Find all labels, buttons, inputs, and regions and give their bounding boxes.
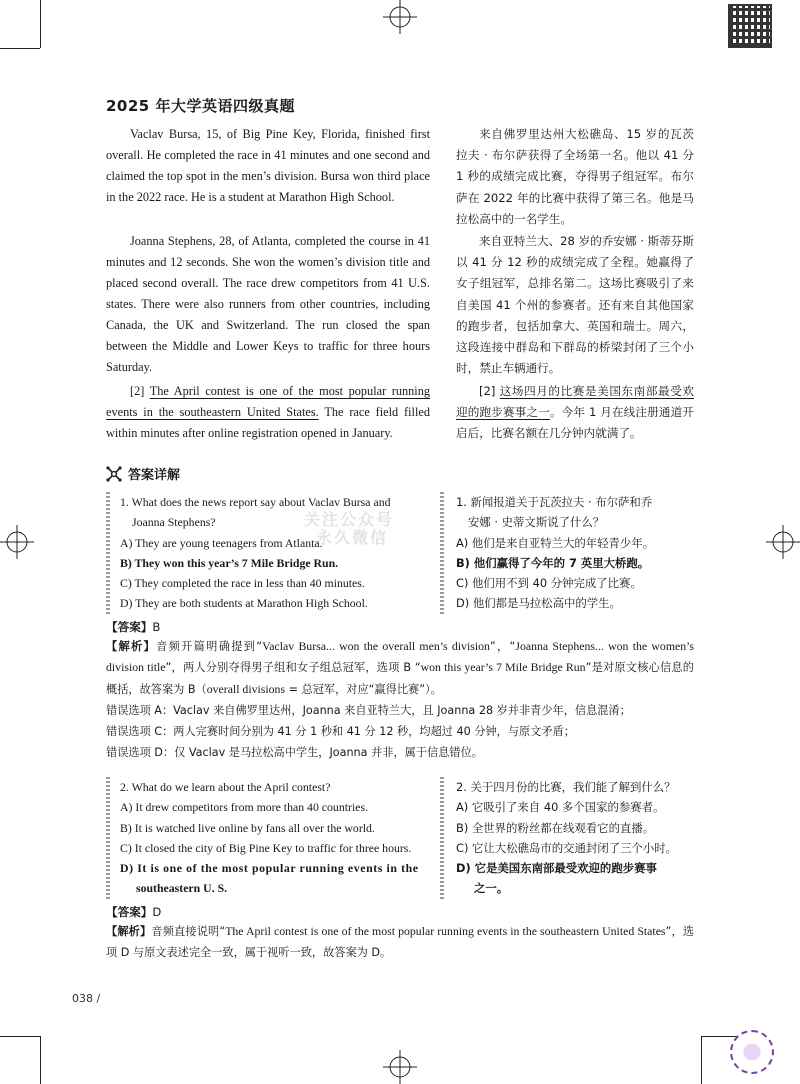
analysis-quote: overall divisions: [206, 681, 286, 696]
section-title: [106, 464, 180, 483]
registration-mark-icon: [766, 525, 800, 559]
passage-cn-paragraph-2: 来自亚特兰大、28 岁的乔安娜 · 斯蒂芬斯以 41 分 12 秒的成绩完成了全程。她赢得了女子组冠军，总排名第二。这场比赛吸引了来自美国 41 个州的参赛者。还有来自其他国家的跑步者，包括加拿大、英国和瑞士。周六，这段连接中群岛和下群岛的桥梁封闭了三个小时，禁止车辆通行。: [456, 234, 694, 376]
passage-cn-paragraph-1: 来自佛罗里达州大松礁岛、15 岁的瓦茨拉夫 · 布尔萨获得了全场第一名。他以 41 分 1 秒的成绩完成比赛，夺得男子组冠军。布尔萨在 2022 年的比赛中获得了第三名。他是马拉松高中的一名学生。: [456, 127, 694, 226]
q1-wrong-option-d: 错误选项 D：仅 Vaclav 是马拉松高中学生，Joanna 并非，属于信息错位。: [106, 746, 483, 760]
q1-wrong-option-a: 错误选项 A：Vaclav 来自佛罗里达州，Joanna 来自亚特兰大，且 Joanna 28 岁并非青少年，信息混淆；: [106, 703, 631, 717]
question-divider: [106, 492, 110, 614]
analysis-text: 音频开篇明确提到“: [156, 640, 263, 653]
q1-stem-line-1: 1. What does the news report say about Vaclav Bursa and: [120, 495, 391, 509]
q2-option-c: C) It closed the city of Big Pine Key to traffic for three hours.: [120, 841, 412, 855]
analysis-quote: Vaclav Bursa... won the overall men’s division: [262, 639, 490, 653]
passage-en-paragraph-3-rest: The race field filled within minutes after online registration opened in January.: [106, 405, 430, 440]
passage-en-key-sentence: The April contest is one of the most popular running events in the southeastern United States.: [106, 384, 430, 419]
passage-cn-question-marker: [2]: [479, 384, 496, 398]
q2-cn-option-b: B) 全世界的粉丝都在线观看它的直播。: [456, 821, 655, 835]
passage-en-paragraph-1: Vaclav Bursa, 15, of Big Pine Key, Florida, finished first overall. He completed the race in 41 minutes and one second and claimed the top spot in the men’s division. Bursa won third place in the 2022 race. He is a student at Marathon High School.: [106, 127, 430, 204]
question-divider: [106, 777, 110, 899]
analysis-text: ”是对原文核心信息的概括，故答案为 B（: [106, 661, 694, 696]
crop-mark: [40, 0, 41, 48]
crop-mark: [0, 48, 40, 49]
q2-option-b: B) It is watched live online by fans all over the world.: [120, 821, 375, 835]
answer-value: B: [152, 620, 161, 634]
analysis-text: ”，选项 D 与原文表述完全一致，属于视听一致，故答案为 D。: [106, 925, 695, 960]
page-title: 2025 年大学英语四级真题: [106, 97, 295, 115]
q2-answer: [106, 904, 161, 920]
q1-cn-option-a: A) 他们是来自亚特兰大的年轻青少年。: [456, 536, 655, 550]
registration-mark-icon: [383, 1050, 417, 1084]
qr-code-icon: [728, 4, 772, 48]
q1-option-d: D) They are both students at Marathon High School.: [120, 596, 368, 610]
q1-cn-option-d: D) 他们都是马拉松高中的学生。: [456, 596, 621, 610]
q1-cn-option-b: B) 他们赢得了今年的 7 英里大桥跑。: [456, 556, 650, 570]
analysis-label: 【解析】: [106, 640, 157, 653]
analysis-text: 音频直接说明“: [151, 925, 226, 938]
page-number: 038 /: [72, 992, 101, 1005]
q2-cn-option-c: C) 它让大松礁岛市的交通封闭了三个小时。: [456, 841, 678, 855]
watermark: 关注公众号: [304, 510, 395, 529]
qr-code-badge-icon: [730, 1030, 774, 1074]
q1-cn-stem-line-1: 1. 新闻报道关于瓦茨拉夫 · 布尔萨和乔: [456, 495, 653, 509]
crop-mark: [701, 1036, 702, 1084]
sparkle-icon: [106, 466, 122, 482]
q2-cn-option-a: A) 它吸引了来自 40 多个国家的参赛者。: [456, 800, 665, 814]
q1-wrong-option-c: 错误选项 C：两人完赛时间分别为 41 分 1 秒和 41 分 12 秒，均超过 40 分钟，与原文矛盾；: [106, 725, 575, 739]
q1-option-c: C) They completed the race in less than 40 minutes.: [120, 576, 365, 590]
q2-analysis: [106, 921, 694, 964]
analysis-text: = 总冠军，对应“赢得比赛”）。: [285, 682, 442, 696]
analysis-text: ”，“: [489, 640, 516, 653]
passage-en-paragraph-2-text: Joanna Stephens, 28, of Atlanta, completed the course in 41 minutes and 12 seconds. She won the women’s division title and placed second overall. The race drew competitors from 41 U.S. states. There were also runners from other countries, including Canada, the UK and Switzerland. The run closed the span between the Middle and Lower Keys to traffic for three hours Saturday.: [106, 234, 430, 374]
passage-cn-key-sentence: 这场四月的比赛是美国东南部最受欢迎的跑步赛事之一: [456, 384, 694, 420]
crop-mark: [40, 1036, 41, 1084]
analysis-quote: The April contest is one of the most popular running events in the southeastern United States: [225, 924, 666, 938]
passage-cn-paragraph-3: [456, 381, 694, 445]
q1-analysis: [106, 636, 694, 764]
registration-mark-icon: [0, 525, 34, 559]
q2-cn-option-d-line-2: 之一。: [474, 881, 509, 895]
q1-cn-option-c: C) 他们用不到 40 分钟完成了比赛。: [456, 576, 642, 590]
q1-option-a: A) They are young teenagers from Atlanta.: [120, 536, 323, 550]
question-1-block: [106, 492, 694, 614]
q2-option-d-line-1: D) It is one of the most popular running events in the: [120, 861, 419, 875]
q2-option-a: A) It drew competitors from more than 40 countries.: [120, 800, 368, 814]
section-title-text: 答案详解: [128, 468, 181, 483]
answer-label: 【答案】: [106, 620, 153, 634]
q2-cn-option-d-line-1: D) 它是美国东南部最受欢迎的跑步赛事: [456, 861, 657, 875]
q2-cn-stem: 2. 关于四月份的比赛，我们能了解到什么？: [456, 780, 676, 794]
crop-mark: [0, 1036, 40, 1037]
passage-cn-paragraph-3-rest: 。今年 1 月在线注册通道开启后，比赛名额在几分钟内就满了。: [456, 405, 694, 441]
question-divider: [440, 492, 444, 614]
analysis-quote: Joanna Stephens... won the women’s division title: [106, 639, 695, 675]
q2-option-d-line-2: southeastern U. S.: [136, 881, 228, 895]
analysis-label: 【解析】: [106, 925, 152, 938]
analysis-quote: won this year’s 7 Mile Bridge Run: [420, 660, 586, 675]
q1-option-b: B) They won this year’s 7 Mile Bridge Run.: [120, 556, 339, 570]
passage-en-paragraph-3: [106, 381, 430, 444]
passage-en-question-marker: [2]: [130, 384, 145, 398]
q1-answer: [106, 619, 160, 635]
watermark: 永久微信: [316, 528, 389, 547]
answer-label: 【答案】: [106, 905, 153, 919]
passage-en-paragraph-2: [106, 231, 430, 378]
q1-stem-line-2: Joanna Stephens?: [132, 515, 216, 529]
q2-stem: 2. What do we learn about the April contest?: [120, 780, 331, 794]
answer-value: D: [152, 905, 162, 919]
analysis-text: ”，两人分别夺得男子组和女子组总冠军，选项 B “: [165, 661, 421, 675]
registration-mark-icon: [383, 0, 417, 34]
q1-cn-stem-line-2: 安娜 · 史蒂文斯说了什么？: [468, 515, 605, 529]
question-2-block: [106, 777, 694, 899]
